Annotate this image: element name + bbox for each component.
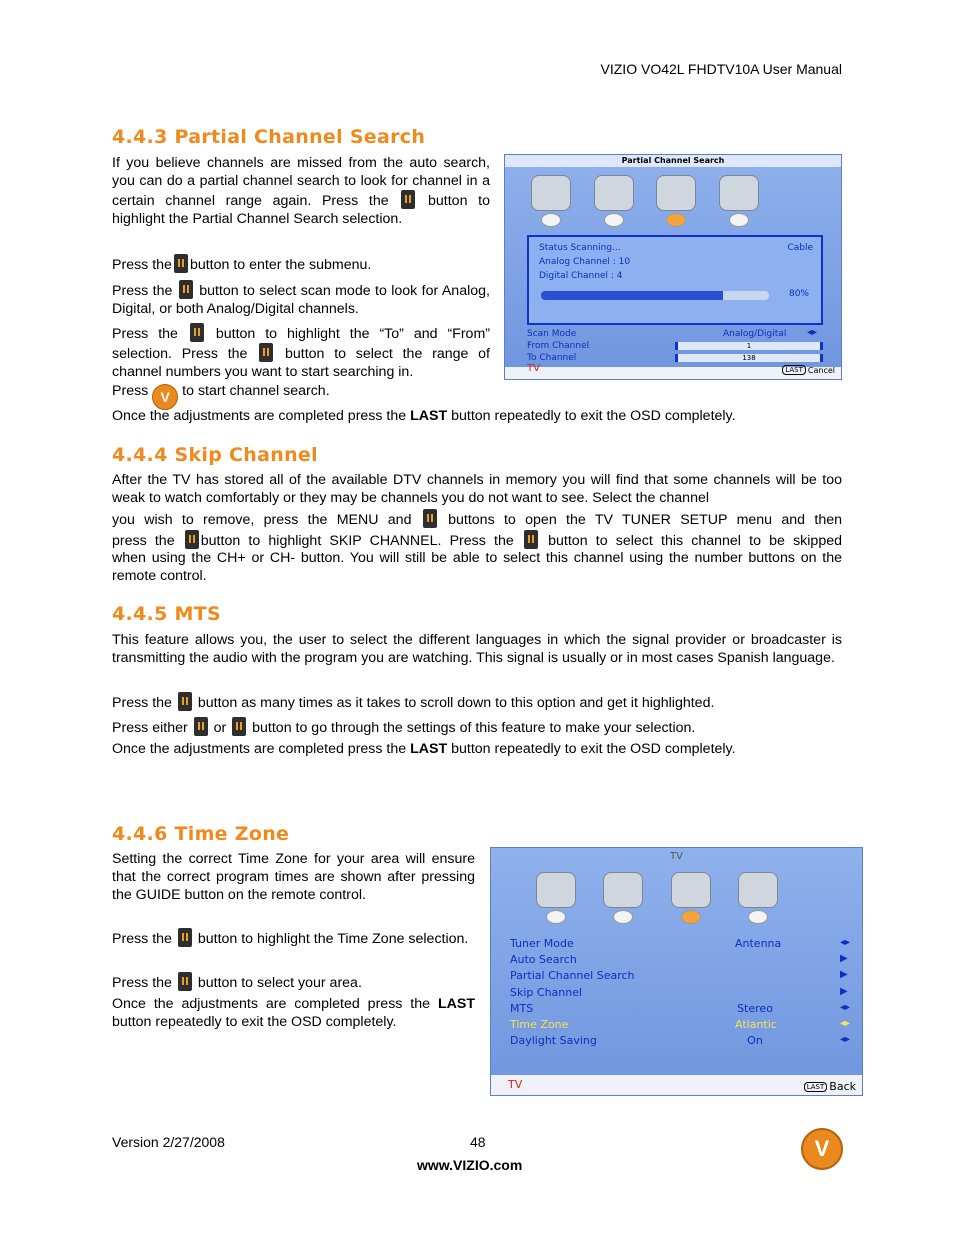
version-text: Version 2/27/2008 (112, 1134, 225, 1150)
osd-menu-row (510, 986, 855, 1000)
paragraph: Once the adjustments are completed press the LAST button repeatedly to exit the OSD completely. (112, 741, 736, 757)
paragraph: Press either or button to go through the settings of this feature to make your selection. (112, 717, 842, 737)
from-channel-value: 1 (675, 342, 823, 350)
osd-menu-label: MTS (510, 1001, 534, 1015)
osd-icon-row (519, 175, 769, 225)
scan-status-box (527, 235, 823, 325)
volume-button-icon (259, 343, 273, 362)
paragraph: Setting the correct Time Zone for your area will ensure that the correct program times are shown after pressing the GUIDE button on the remote control. (112, 851, 475, 903)
paragraph: Once the adjustments are completed press the LAST button repeatedly to exit the OSD completely. (112, 408, 736, 424)
paragraph: Press V to start channel search. (112, 382, 490, 410)
paragraph: you wish to remove, press the MENU and buttons to open the TV TUNER SETUP menu and then (112, 509, 842, 529)
osd-menu-label: Skip Channel (510, 985, 583, 999)
paragraph: press the button to highlight SKIP CHANNEL. Press the button to select this channel to be skipped (112, 530, 842, 550)
section-heading-mts: 4.4.5 MTS (112, 603, 221, 625)
progress-percent: 80% (788, 289, 809, 299)
page-header: VIZIO VO42L FHDTV10A User Manual (600, 61, 842, 77)
from-channel-label: From Channel (527, 341, 590, 351)
ch-button-icon (401, 190, 415, 209)
paragraph: If you believe channels are missed from the auto search, you can do a partial channel search to look for channel in a certain channel range again. Press the button to highlight the Partial Channel Search selection. (112, 155, 490, 227)
ch-button-icon (178, 692, 192, 711)
tv-label: TV (527, 363, 540, 374)
tv-icon (532, 872, 578, 922)
paragraph: Once the adjustments are completed press the LAST button repeatedly to exit the OSD completely. (112, 996, 475, 1030)
osd-menu-label: Tuner Mode (510, 937, 574, 950)
osd-menu-row (510, 937, 855, 951)
paragraph: Press the button to highlight the “To” and “From” selection. Press the button to select the range of channel numbers you want to start searching in. (112, 323, 490, 381)
osd-menu-row (510, 1018, 855, 1032)
setup-icon (734, 872, 780, 922)
osd-menu-value: Antenna (735, 937, 782, 950)
status-text: Status Scanning... (539, 243, 621, 253)
paragraph: This feature allows you, the user to select the different languages in which the signal provider or broadcaster is transmitting the audio with the program you are watching. This signal is usually or in most cases Spanish language. (112, 632, 842, 666)
paragraph: After the TV has stored all of the available DTV channels in memory you will find that some channels will be too weak to watch comfortably or they may be channels you do not want to see. Select the channel (112, 472, 842, 506)
osd-menu-row (510, 1002, 855, 1016)
page-number: 48 (470, 1134, 486, 1150)
osd-menu-label: Daylight Saving (510, 1034, 597, 1048)
osd-icon-row (521, 872, 791, 922)
paragraph: Press the button to enter the submenu. (112, 254, 490, 274)
left-right-arrow-icon: ◂▸ (840, 1018, 851, 1029)
setup-icon (715, 175, 761, 225)
osd-menu-row (510, 953, 855, 967)
osd-menu-label: Partial Channel Search (510, 969, 635, 983)
paragraph: Press the button to select scan mode to look for Analog, Digital, or both Analog/Digital channels. (112, 280, 490, 318)
right-arrow-icon: ▶ (840, 985, 848, 997)
digital-channel: Digital Channel : 4 (539, 271, 623, 281)
left-right-arrow-icon: ◂▸ (807, 327, 818, 338)
ch-button-icon (185, 530, 199, 549)
section-heading-time-zone: 4.4.6 Time Zone (112, 823, 290, 845)
volume-button-icon (179, 280, 193, 299)
section-heading-partial-channel-search: 4.4.3 Partial Channel Search (112, 126, 426, 148)
website-link[interactable]: www.VIZIO.com (417, 1157, 523, 1173)
paragraph: Press the button to select your area. (112, 972, 475, 992)
back-hint: LAST Back (804, 1080, 856, 1093)
left-right-arrow-icon: ◂▸ (840, 937, 851, 948)
volume-button-icon (174, 254, 188, 273)
volume-button-icon (524, 530, 538, 549)
vizio-button-icon: V (152, 384, 178, 410)
scan-mode-value: Analog/Digital (723, 329, 787, 339)
vizio-logo: V (801, 1128, 843, 1170)
left-right-arrow-icon: ◂▸ (840, 1001, 851, 1013)
osd-menu-label: Auto Search (510, 953, 577, 967)
ch-button-icon (178, 928, 192, 947)
paragraph: Press the button as many times as it takes to scroll down to this option and get it highlighted. (112, 692, 842, 712)
osd-menu-row (510, 1034, 855, 1048)
paragraph: when using the CH+ or CH- button. You will still be able to select this channel using the number buttons on the remote control. (112, 550, 842, 584)
osd-title: Partial Channel Search (505, 155, 841, 167)
satellite-icon (667, 872, 713, 922)
right-arrow-icon: ▶ (840, 953, 848, 965)
osd-menu-row (510, 969, 855, 983)
partial-channel-search-screenshot (504, 154, 842, 380)
tv-label: TV (508, 1078, 523, 1091)
scan-mode-label: Scan Mode (527, 329, 577, 339)
section-heading-skip-channel: 4.4.4 Skip Channel (112, 444, 318, 466)
satellite-icon (652, 175, 698, 225)
right-arrow-icon: ▶ (840, 969, 848, 981)
paragraph: Press the button to highlight the Time Zone selection. (112, 928, 475, 948)
tv-tuner-setup-screenshot (490, 847, 863, 1096)
osd-title: TV (670, 851, 683, 862)
volume-button-icon (423, 509, 437, 528)
osd-menu-value: Stereo (737, 1001, 773, 1015)
audio-icon (590, 175, 636, 225)
osd-menu-value: On (747, 1034, 763, 1048)
volume-button-icon (178, 972, 192, 991)
progress-bar (541, 291, 769, 300)
osd-menu-value: Atlantic (735, 1018, 777, 1031)
volume-button-icon (232, 717, 246, 736)
to-channel-label: To Channel (527, 353, 577, 363)
left-right-arrow-icon: ◂▸ (840, 1034, 851, 1046)
to-channel-value: 138 (675, 354, 823, 362)
analog-channel: Analog Channel : 10 (539, 257, 631, 267)
ch-button-icon (190, 323, 204, 342)
status-value: Cable (787, 243, 813, 253)
volume-button-icon (194, 717, 208, 736)
tv-icon (527, 175, 573, 225)
osd-menu-label: Time Zone (510, 1018, 569, 1031)
audio-icon (599, 872, 645, 922)
cancel-hint: LAST Cancel (782, 365, 835, 375)
